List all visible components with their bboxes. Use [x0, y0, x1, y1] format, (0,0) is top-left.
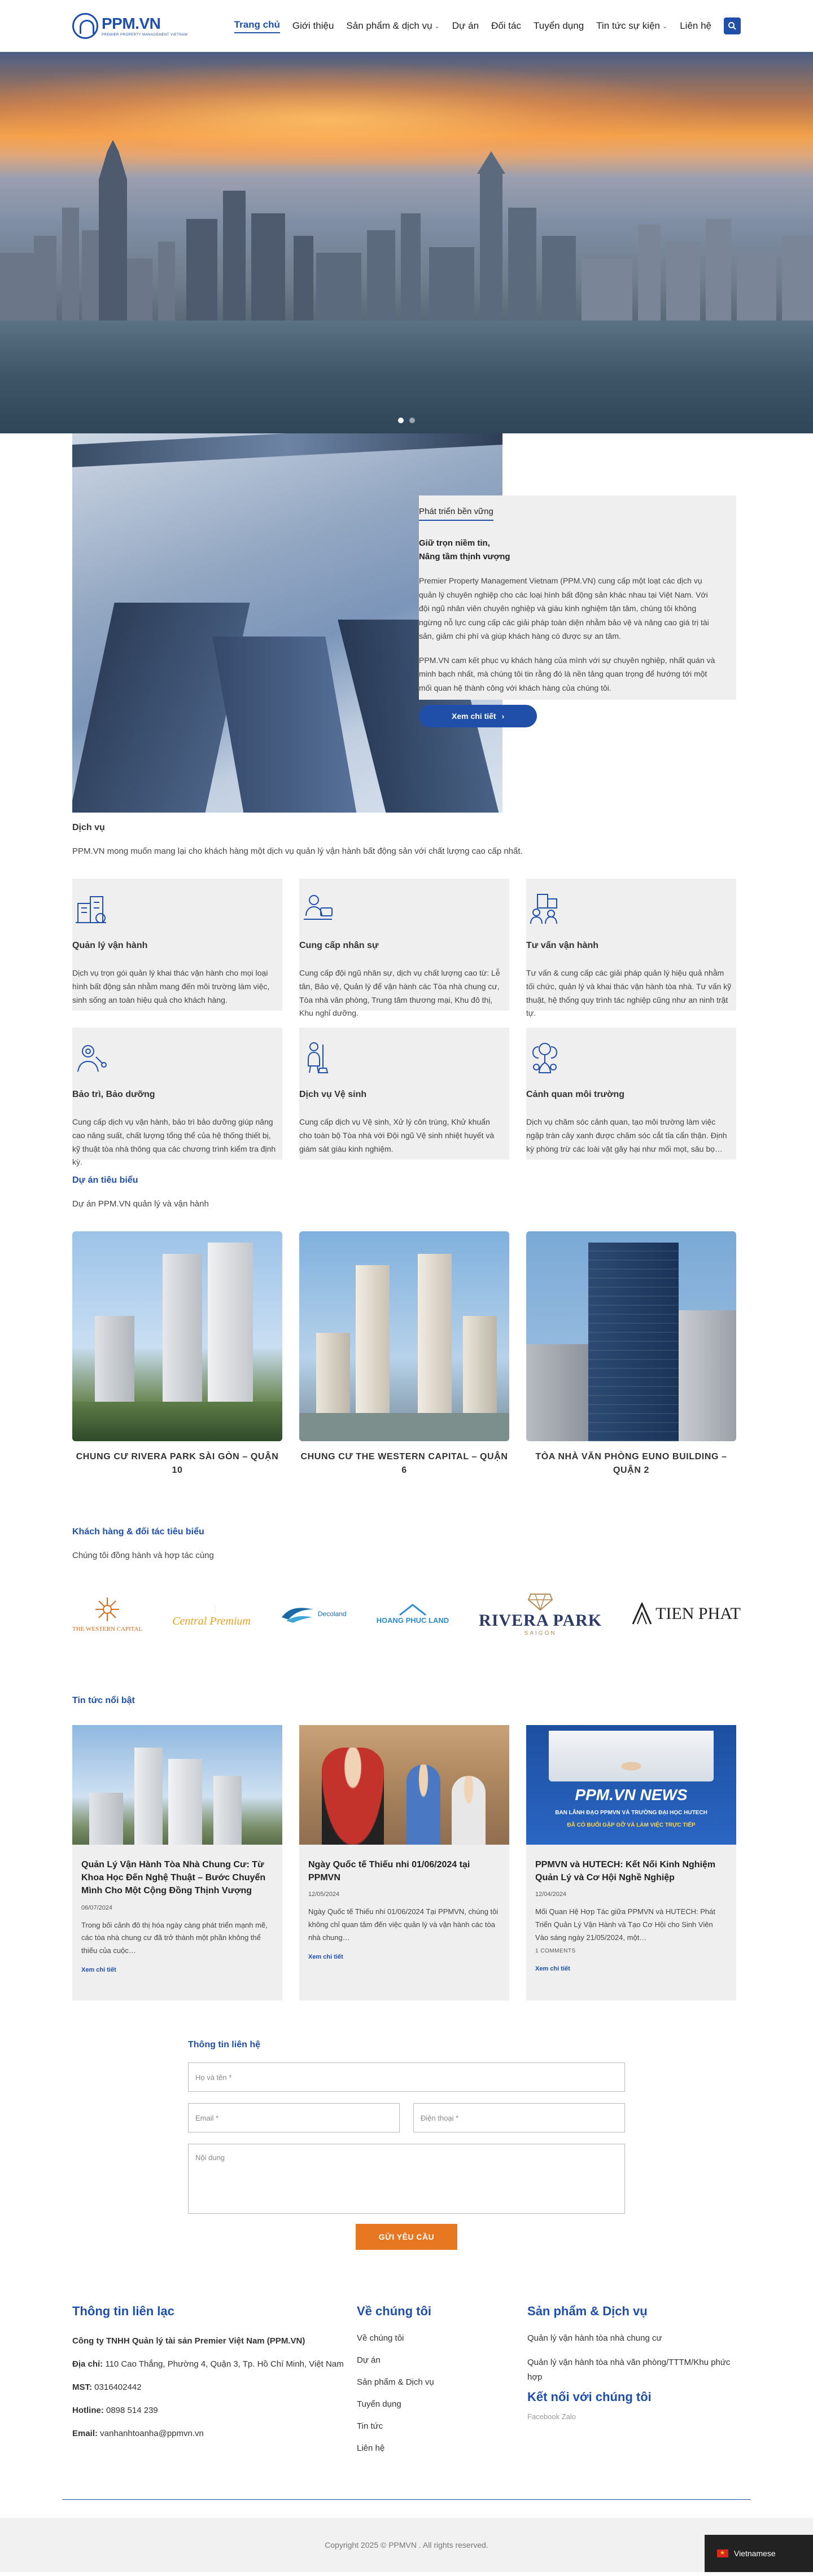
news-date: 12/05/2024 — [308, 1891, 340, 1898]
nav-projects[interactable]: Dự án — [452, 20, 479, 31]
footer-divider — [62, 2499, 751, 2500]
project-card[interactable] — [72, 1231, 282, 1477]
footer-contact-column — [72, 2304, 357, 2465]
project-name: TÒA NHÀ VĂN PHÒNG EUNO BUILDING – QUẬN 2 — [535, 1452, 727, 1475]
service-card[interactable] — [299, 879, 509, 1018]
submit-request-button[interactable]: GỬI YÊU CẦU — [356, 2224, 457, 2250]
contact-title: Thông tin liên hệ — [188, 2040, 260, 2050]
logo-tagline: PREMIER PROPERTY MANAGEMENT VIETNAM — [102, 33, 188, 37]
project-photo — [72, 1231, 282, 1441]
footer-link-about[interactable]: Về chúng tôi — [357, 2333, 404, 2343]
service-card[interactable] — [526, 879, 736, 1018]
service-card[interactable] — [72, 1028, 282, 1167]
footer-address: Địa chỉ: 110 Cao Thắng, Phường 4, Quận 3, Tp. Hồ Chí Minh, Việt Nam — [72, 2359, 344, 2369]
vietnam-flag-icon — [717, 2549, 728, 2557]
footer-tax-code: MST: 0316402442 — [72, 2382, 142, 2392]
partners-section — [0, 1527, 813, 1560]
project-photo — [299, 1231, 509, 1441]
nav-home[interactable]: Trang chủ — [234, 19, 280, 33]
news-date: 12/04/2024 — [535, 1891, 567, 1898]
about-kicker: Phát triển bền vững — [419, 507, 493, 521]
main-nav — [234, 17, 741, 34]
peak-icon — [632, 1603, 652, 1625]
news-card[interactable] — [72, 1725, 282, 2000]
about-details-button[interactable]: Xem chi tiết › — [419, 705, 537, 727]
footer-about-column — [357, 2304, 527, 2465]
projects-grid — [72, 1231, 741, 1477]
about-paragraph-2: PPM.VN cam kết phục vụ khách hàng của mình với sự chuyên nghiệp, nhất quán và minh bạch nhất, mà chúng tôi tin rằng đó là nền tảng quan trọng để hướng tới một mối quan hệ thành công với khách hàng của chúng tôi. — [419, 655, 715, 692]
projects-description: Dự án PPM.VN quản lý và vận hành — [72, 1199, 209, 1209]
nav-careers[interactable]: Tuyển dụng — [534, 20, 584, 31]
nav-products-services[interactable]: Sản phẩm & dịch vụ ⌄ — [346, 20, 440, 31]
project-card[interactable] — [526, 1231, 736, 1477]
service-card[interactable] — [526, 1028, 736, 1160]
footer-link-careers[interactable]: Tuyển dụng — [357, 2399, 401, 2409]
service-text: Tư vấn & cung cấp các giải pháp quản lý hiệu quả nhằm tối chức, quản lý và khai thác vận hành tòa nhà. Tư vấn kỹ thuật, hệ thống quy trình tác nghiệp cũng như an ninh trật tự. — [526, 968, 732, 1018]
message-field[interactable]: Nội dung — [188, 2144, 625, 2214]
copyright-text: Copyright 2025 © PPMVN . All rights reserved. — [325, 2540, 488, 2549]
news-headline[interactable]: Ngày Quốc tế Thiếu nhi 01/06/2024 tại PPMVN — [308, 1860, 470, 1883]
services-description: PPM.VN mong muốn mang lại cho khách hàng một dịch vụ quản lý vận hành bất động sản với chất lượng cao cấp nhất. — [72, 846, 523, 856]
maintenance-icon — [72, 1039, 110, 1076]
news-read-more-link[interactable]: Xem chi tiết — [81, 1966, 116, 1973]
wave-icon — [281, 1604, 314, 1624]
consult-icon — [526, 890, 563, 927]
nav-contact[interactable]: Liên hệ — [680, 20, 711, 31]
footer-link-apartment-management[interactable]: Quản lý vận hành tòa nhà chung cư — [527, 2333, 662, 2343]
staff-icon — [299, 890, 336, 927]
partner-logo-western-capital[interactable]: THE WESTERN CAPITAL — [72, 1595, 142, 1633]
site-footer — [0, 2304, 813, 2572]
news-photo — [299, 1725, 509, 1845]
footer-social-links[interactable]: Facebook Zalo — [527, 2412, 576, 2421]
news-excerpt: Trong bối cảnh đô thị hóa ngày càng phát triển mạnh mẽ, các tòa nhà chung cư đã trở thành một phần không thể thiếu của cuộc… — [81, 1920, 268, 1955]
diamond-icon — [527, 1592, 553, 1611]
logo-mark-icon — [72, 13, 98, 39]
footer-link-news[interactable]: Tin tức — [357, 2421, 383, 2431]
service-title: Bảo trì, Bảo dưỡng — [72, 1090, 155, 1099]
footer-contact-title: Thông tin liên lạc — [72, 2304, 174, 2318]
slider-dot-1[interactable] — [398, 418, 404, 423]
footer-link-office-management[interactable]: Quản lý vận hành tòa nhà văn phòng/TTTM/Khu phức hợp — [527, 2358, 731, 2382]
service-text: Dịch vụ trọn gói quản lý khai thác vận hành cho mọi loại hình bất động sản nhằm mang đến môi trường làm việc, sinh sống an toàn hiệu quả cho khách hàng. — [72, 968, 270, 1004]
service-title: Tư vấn vận hành — [526, 941, 599, 950]
partner-logo-rivera-park[interactable]: RIVERA PARK SAIGON — [479, 1592, 602, 1636]
service-card[interactable] — [299, 1028, 509, 1160]
slider-dot-2[interactable] — [409, 418, 415, 423]
services-grid — [72, 879, 741, 1167]
news-date: 06/07/2024 — [81, 1904, 113, 1911]
roof-icon — [399, 1604, 427, 1616]
service-title: Cảnh quan môi trường — [526, 1090, 625, 1099]
search-icon — [728, 21, 737, 30]
name-field[interactable]: Họ và tên * — [188, 2062, 625, 2092]
news-grid — [72, 1725, 741, 2000]
service-text: Cung cấp dịch vụ vận hành, bảo trì bảo dưỡng giúp nâng cao năng suất, chất lượng tổng thể của hệ thống thiết bị, kỹ thuật tòa nhà thông qua các chương trình kiểm tra định kỳ. — [72, 1117, 276, 1167]
about-card — [419, 495, 736, 721]
logo[interactable] — [72, 13, 187, 39]
chevron-down-icon: ⌄ — [434, 23, 440, 30]
service-text: Dịch vụ chăm sóc cảnh quan, tạo môi trường làm việc ngập tràn cây xanh được chăm sóc cắt tỉa cẩn thận. Định kỳ phòng trừ các loài vật gây hại như mối mọt, sâu bọ… — [526, 1117, 727, 1153]
cleaning-icon — [299, 1039, 336, 1076]
phone-field[interactable]: Điện thoại * — [413, 2103, 625, 2132]
flame-icon — [200, 1600, 223, 1615]
chevron-right-icon: › — [501, 712, 505, 721]
projects-section — [0, 1175, 813, 1477]
footer-email[interactable]: Email: vanhanhtoanha@ppmvn.vn — [72, 2429, 204, 2438]
service-card[interactable] — [72, 879, 282, 1011]
about-section — [0, 433, 813, 817]
service-title: Cung cấp nhân sự — [299, 941, 379, 950]
project-name: CHUNG CƯ RIVERA PARK SÀI GÒN – QUẬN 10 — [76, 1452, 279, 1475]
news-photo — [72, 1725, 282, 1845]
about-paragraph-1: Premier Property Management Vietnam (PPM.VN) cung cấp một loạt các dịch vụ quản lý chuyên nghiệp cho các loại hình bất động sản khác nhau tại Việt Nam. Với đội ngũ nhân viên chuyên nghiệp và giàu kinh nghiệm tận tâm, chúng tôi không ngừng nỗ lực cung cấp các giải pháp toàn diện nhằm bảo vệ và nâng cao giá trị tài sản, giảm chi phí và giúp khách hàng có được sự an tâm. — [419, 576, 709, 640]
city-skyline-image — [0, 140, 813, 326]
footer-link-contact[interactable]: Liên hệ — [357, 2443, 385, 2453]
river-image — [0, 321, 813, 433]
logo-name: PPM.VN — [102, 14, 161, 32]
partners-title: Khách hàng & đối tác tiêu biểu — [72, 1527, 204, 1537]
projects-title: Dự án tiêu biểu — [72, 1175, 138, 1185]
service-title: Quản lý vận hành — [72, 941, 148, 950]
services-title: Dịch vụ — [72, 823, 105, 832]
services-section — [0, 823, 813, 1167]
slider-dots — [398, 418, 415, 423]
service-title: Dịch vụ Vệ sinh — [299, 1090, 367, 1099]
nav-about[interactable]: Giới thiệu — [292, 20, 334, 31]
partner-logo-hoang-phuc-land[interactable]: HOANG PHUC LAND — [377, 1604, 449, 1625]
search-button[interactable] — [724, 17, 741, 34]
service-text: Cung cấp dịch vụ Vệ sinh, Xử lý côn trùng, Khử khuẩn cho toàn bộ Tòa nhà với Đội ngũ Vệ sinh nhiệt huyết và giám sát giàu kinh nghiệm. — [299, 1117, 495, 1153]
project-card[interactable] — [299, 1231, 509, 1477]
footer-link-projects[interactable]: Dự án — [357, 2355, 381, 2365]
footer-services-column — [527, 2304, 741, 2465]
chevron-down-icon: ⌄ — [662, 23, 668, 30]
email-field[interactable]: Email * — [188, 2103, 400, 2132]
landscape-icon — [526, 1039, 563, 1076]
contact-form — [188, 2040, 625, 2250]
partner-logo-central-premium[interactable]: Central Premium — [172, 1600, 251, 1628]
hero-slider[interactable] — [0, 52, 813, 433]
footer-hotline[interactable]: Hotline: 0898 514 239 — [72, 2406, 158, 2415]
news-photo: PPM.VN NEWS BAN LÃNH ĐẠO PPMVN VÀ TRƯỜNG ĐẠI HỌC HUTECH ĐÃ CÓ BUỔI GẶP GỠ VÀ LÀM VIỆC TRỰC TIẾP — [526, 1725, 736, 1845]
news-read-more-link[interactable]: Xem chi tiết — [308, 1953, 343, 1960]
nav-partners[interactable]: Đối tác — [491, 20, 521, 31]
footer-link-products[interactable]: Sản phẩm & Dịch vụ — [357, 2377, 434, 2387]
service-text: Cung cấp đội ngũ nhân sự, dịch vụ chất lượng cao từ: Lễ tân, Bảo vệ, Quản lý để vận hành các Tòa nhà chung cư, Tòa nhà văn phòng, Trung tâm thương mại, Khu đô thị, Khu nghỉ dưỡng. — [299, 968, 500, 1018]
about-heading: Giữ trọn niềm tin, Nâng tầm thịnh vượng — [419, 538, 510, 561]
news-excerpt: Ngày Quốc tế Thiếu nhi 01/06/2024 Tại PPMVN, chúng tôi không chỉ quan tâm đến việc quản lý và vận hành các tòa nhà chung… — [308, 1907, 499, 1942]
project-name: CHUNG CƯ THE WESTERN CAPITAL – QUẬN 6 — [300, 1452, 508, 1475]
partners-description: Chúng tôi đồng hành và hợp tác cùng — [72, 1551, 214, 1560]
nav-news-events[interactable]: Tin tức sự kiện ⌄ — [596, 20, 668, 31]
news-card[interactable] — [526, 1725, 736, 2000]
footer-connect-title: Kết nối với chúng tôi — [527, 2390, 652, 2404]
news-card[interactable] — [299, 1725, 509, 2000]
sunburst-icon — [93, 1595, 121, 1623]
copyright-bar — [0, 2518, 813, 2572]
language-switcher[interactable]: ★ Vietnamese — [705, 2535, 813, 2572]
site-header — [0, 0, 813, 52]
news-excerpt: Mối Quan Hệ Hợp Tác giữa PPMVN và HUTECH: Phát Triển Quản Lý Vận Hành và Tạo Cơ Hội cho Sinh Viên Vào sáng ngày 21/05/2024, một… — [535, 1907, 715, 1942]
news-read-more-link[interactable]: Xem chi tiết — [535, 1965, 570, 1972]
news-headline[interactable]: PPMVN và HUTECH: Kết Nối Kinh Nghiệm Quản Lý và Cơ Hội Nghề Nghiệp — [535, 1860, 716, 1883]
footer-about-title: Về chúng tôi — [357, 2304, 431, 2318]
partner-logo-decoland[interactable]: Decoland — [281, 1604, 347, 1624]
building-icon — [72, 890, 110, 927]
partner-logos — [0, 1583, 813, 1645]
partner-logo-tien-phat[interactable]: TIEN PHAT — [632, 1603, 741, 1625]
footer-company-name: Công ty TNHH Quản lý tài sản Premier Việt Nam (PPM.VN) — [72, 2336, 305, 2346]
footer-services-title: Sản phẩm & Dịch vụ — [527, 2304, 648, 2318]
news-section — [0, 1696, 813, 2000]
news-comment-count[interactable]: 1 COMMENTS — [535, 1947, 576, 1954]
news-title: Tin tức nổi bật — [72, 1696, 135, 1705]
project-photo — [526, 1231, 736, 1441]
news-headline[interactable]: Quản Lý Vận Hành Tòa Nhà Chung Cư: Từ Khoa Học Đến Nghệ Thuật – Bước Chuyển Mình Cho Một Cộng Đồng Thịnh Vượng — [81, 1860, 266, 1896]
